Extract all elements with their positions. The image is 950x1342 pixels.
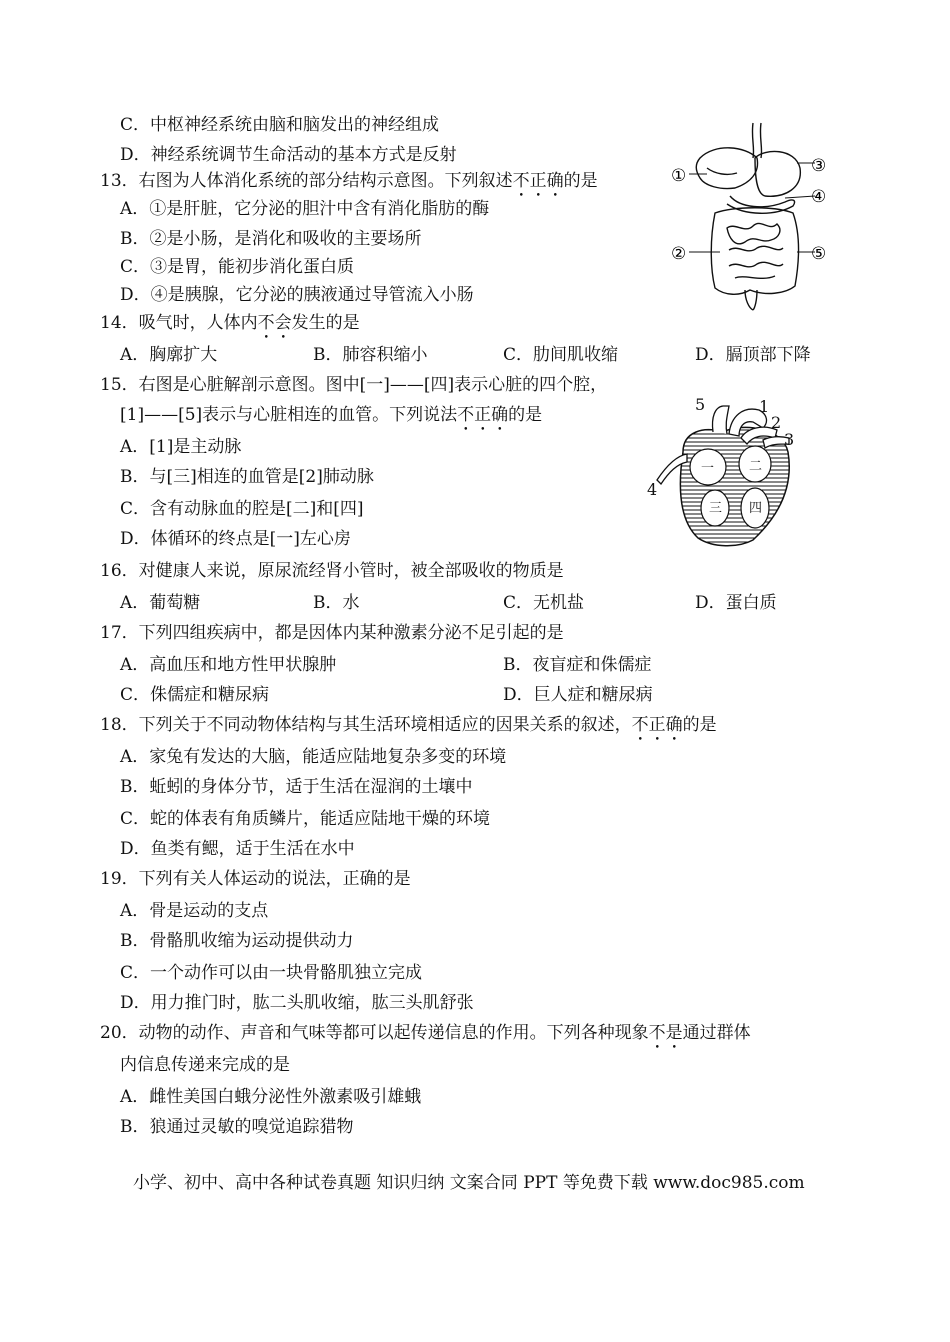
q18-stem-text: 18．下列关于不同动物体结构与其生活环境相适应的因果关系的叙述，: [100, 715, 632, 735]
large-intestine-shape: [711, 208, 798, 295]
digestive-label-1: ①: [671, 166, 687, 186]
q14-option-d: D．膈顶部下降: [695, 345, 811, 365]
liver-shape: [696, 148, 757, 189]
heart-chamber-label-one: 一: [701, 461, 715, 476]
q14-stem-emphasis: 不会: [257, 313, 292, 333]
q13-option-b: B．②是小肠，是消化和吸收的主要场所: [120, 229, 422, 249]
page-footer: 小学、初中、高中各种试卷真题 知识归纳 文案合同 PPT 等免费下载 www.doc985.com: [133, 1173, 805, 1193]
q13-option-c: C．③是胃，能初步消化蛋白质: [120, 257, 355, 277]
q19-option-a: A．骨是运动的支点: [120, 901, 269, 921]
q18-option-d: D．鱼类有鳃，适于生活在水中: [120, 839, 355, 859]
q14-option-a: A．胸廓扩大: [120, 345, 218, 365]
q14-option-b: B．肺容积缩小: [313, 345, 428, 365]
q18-stem-emphasis: 不正确: [631, 715, 683, 735]
q13-stem-text: 13．右图为人体消化系统的部分结构示意图。下列叙述: [100, 171, 513, 191]
q16-stem: 16．对健康人来说，原尿流经肾小管时，被全部吸收的物质是: [100, 561, 564, 581]
q14-stem: [100, 312, 360, 343]
q15-option-d: D．体循环的终点是[一]左心房: [120, 529, 351, 549]
vessel-5-shape: [712, 406, 729, 434]
heart-label-5: 5: [695, 395, 706, 414]
q18-option-b: B．蚯蚓的身体分节，适于生活在湿润的土壤中: [120, 777, 473, 797]
q20-stem-emphasis: 不是: [648, 1023, 683, 1043]
heart-label-1: 1: [759, 397, 770, 416]
heart-chamber-label-three: 三: [709, 501, 723, 516]
q17-option-d: D．巨人症和糖尿病: [503, 685, 653, 705]
q16-option-a: A．葡萄糖: [120, 593, 201, 613]
heart-label-4: 4: [647, 480, 658, 499]
q18-option-c: C．蛇的体表有角质鳞片，能适应陆地干燥的环境: [120, 809, 491, 829]
q19-stem: 19．下列有关人体运动的说法，正确的是: [100, 869, 411, 889]
q14-stem-text: 14．吸气时，人体内: [100, 313, 258, 333]
digestive-label-4: ④: [811, 187, 827, 207]
q15-stem-line2: [120, 404, 542, 435]
q12-option-d: D．神经系统调节生命活动的基本方式是反射: [120, 145, 457, 165]
q19-option-b: B．骨骼肌收缩为运动提供动力: [120, 931, 354, 951]
q15-option-c: C．含有动脉血的腔是[二]和[四]: [120, 499, 364, 519]
q16-option-d: D．蛋白质: [695, 593, 777, 613]
q15-stem-line1: 15．右图是心脏解剖示意图。图中[一]——[四]表示心脏的四个腔，: [100, 375, 608, 395]
q12-option-c: C．中枢神经系统由脑和脑发出的神经组成: [120, 115, 440, 135]
q15-stem-end: 的是: [508, 405, 543, 425]
heart-label-2: 2: [771, 413, 782, 432]
digestive-label-5: ⑤: [811, 244, 827, 264]
q17-option-c: C．侏儒症和糖尿病: [120, 685, 270, 705]
q13-option-a: A．①是肝脏，它分泌的胆汁中含有消化脂肪的酶: [120, 199, 490, 219]
q19-option-c: C．一个动作可以由一块骨骼肌独立完成: [120, 963, 423, 983]
heart-label-3: 3: [784, 430, 795, 449]
q17-option-b: B．夜盲症和侏儒症: [503, 655, 652, 675]
digestive-label-3: ③: [811, 156, 827, 176]
q18-option-a: A．家兔有发达的大脑，能适应陆地复杂多变的环境: [120, 747, 507, 767]
q15-stem-text: [1]——[5]表示与心脏相连的血管。下列说法: [120, 405, 458, 425]
q13-stem-emphasis: 不正确: [512, 171, 564, 191]
q20-stem-end: 通过群体: [682, 1023, 751, 1043]
esophagus-shape: [752, 123, 753, 158]
heart-chamber-label-two: 二: [749, 459, 763, 474]
heart-chamber-label-four: 四: [749, 501, 763, 516]
q14-option-c: C．肋间肌收缩: [503, 345, 619, 365]
q15-option-a: A．[1]是主动脉: [120, 437, 242, 457]
q13-stem: [100, 170, 598, 201]
q14-stem-end: 发生的是: [291, 313, 360, 333]
q15-stem-emphasis: 不正确: [457, 405, 509, 425]
heart-figure: [643, 392, 803, 552]
q15-option-b: B．与[三]相连的血管是[2]肺动脉: [120, 467, 374, 487]
q18-stem: [100, 714, 717, 745]
q13-stem-end: 的是: [563, 171, 598, 191]
q20-stem-text: 20．动物的动作、声音和气味等都可以起传递信息的作用。下列各种现象: [100, 1023, 649, 1043]
q18-stem-end: 的是: [682, 715, 717, 735]
digestive-label-2: ②: [671, 244, 687, 264]
digestive-system-figure: [665, 118, 845, 313]
stomach-shape: [755, 151, 800, 196]
q16-option-c: C．无机盐: [503, 593, 585, 613]
q20-option-a: A．雌性美国白蛾分泌性外激素吸引雄蛾: [120, 1087, 422, 1107]
q19-option-d: D．用力推门时，肱二头肌收缩，肱三头肌舒张: [120, 993, 474, 1013]
q17-option-a: A．高血压和地方性甲状腺肿: [120, 655, 337, 675]
q16-option-b: B．水: [313, 593, 360, 613]
q17-stem: 17．下列四组疾病中，都是因体内某种激素分泌不足引起的是: [100, 623, 564, 643]
q13-option-d: D．④是胰腺，它分泌的胰液通过导管流入小肠: [120, 285, 474, 305]
q20-stem-line2: 内信息传递来完成的是: [120, 1055, 290, 1075]
q20-stem-line1: [100, 1022, 751, 1053]
q20-option-b: B．狼通过灵敏的嗅觉追踪猎物: [120, 1117, 354, 1137]
